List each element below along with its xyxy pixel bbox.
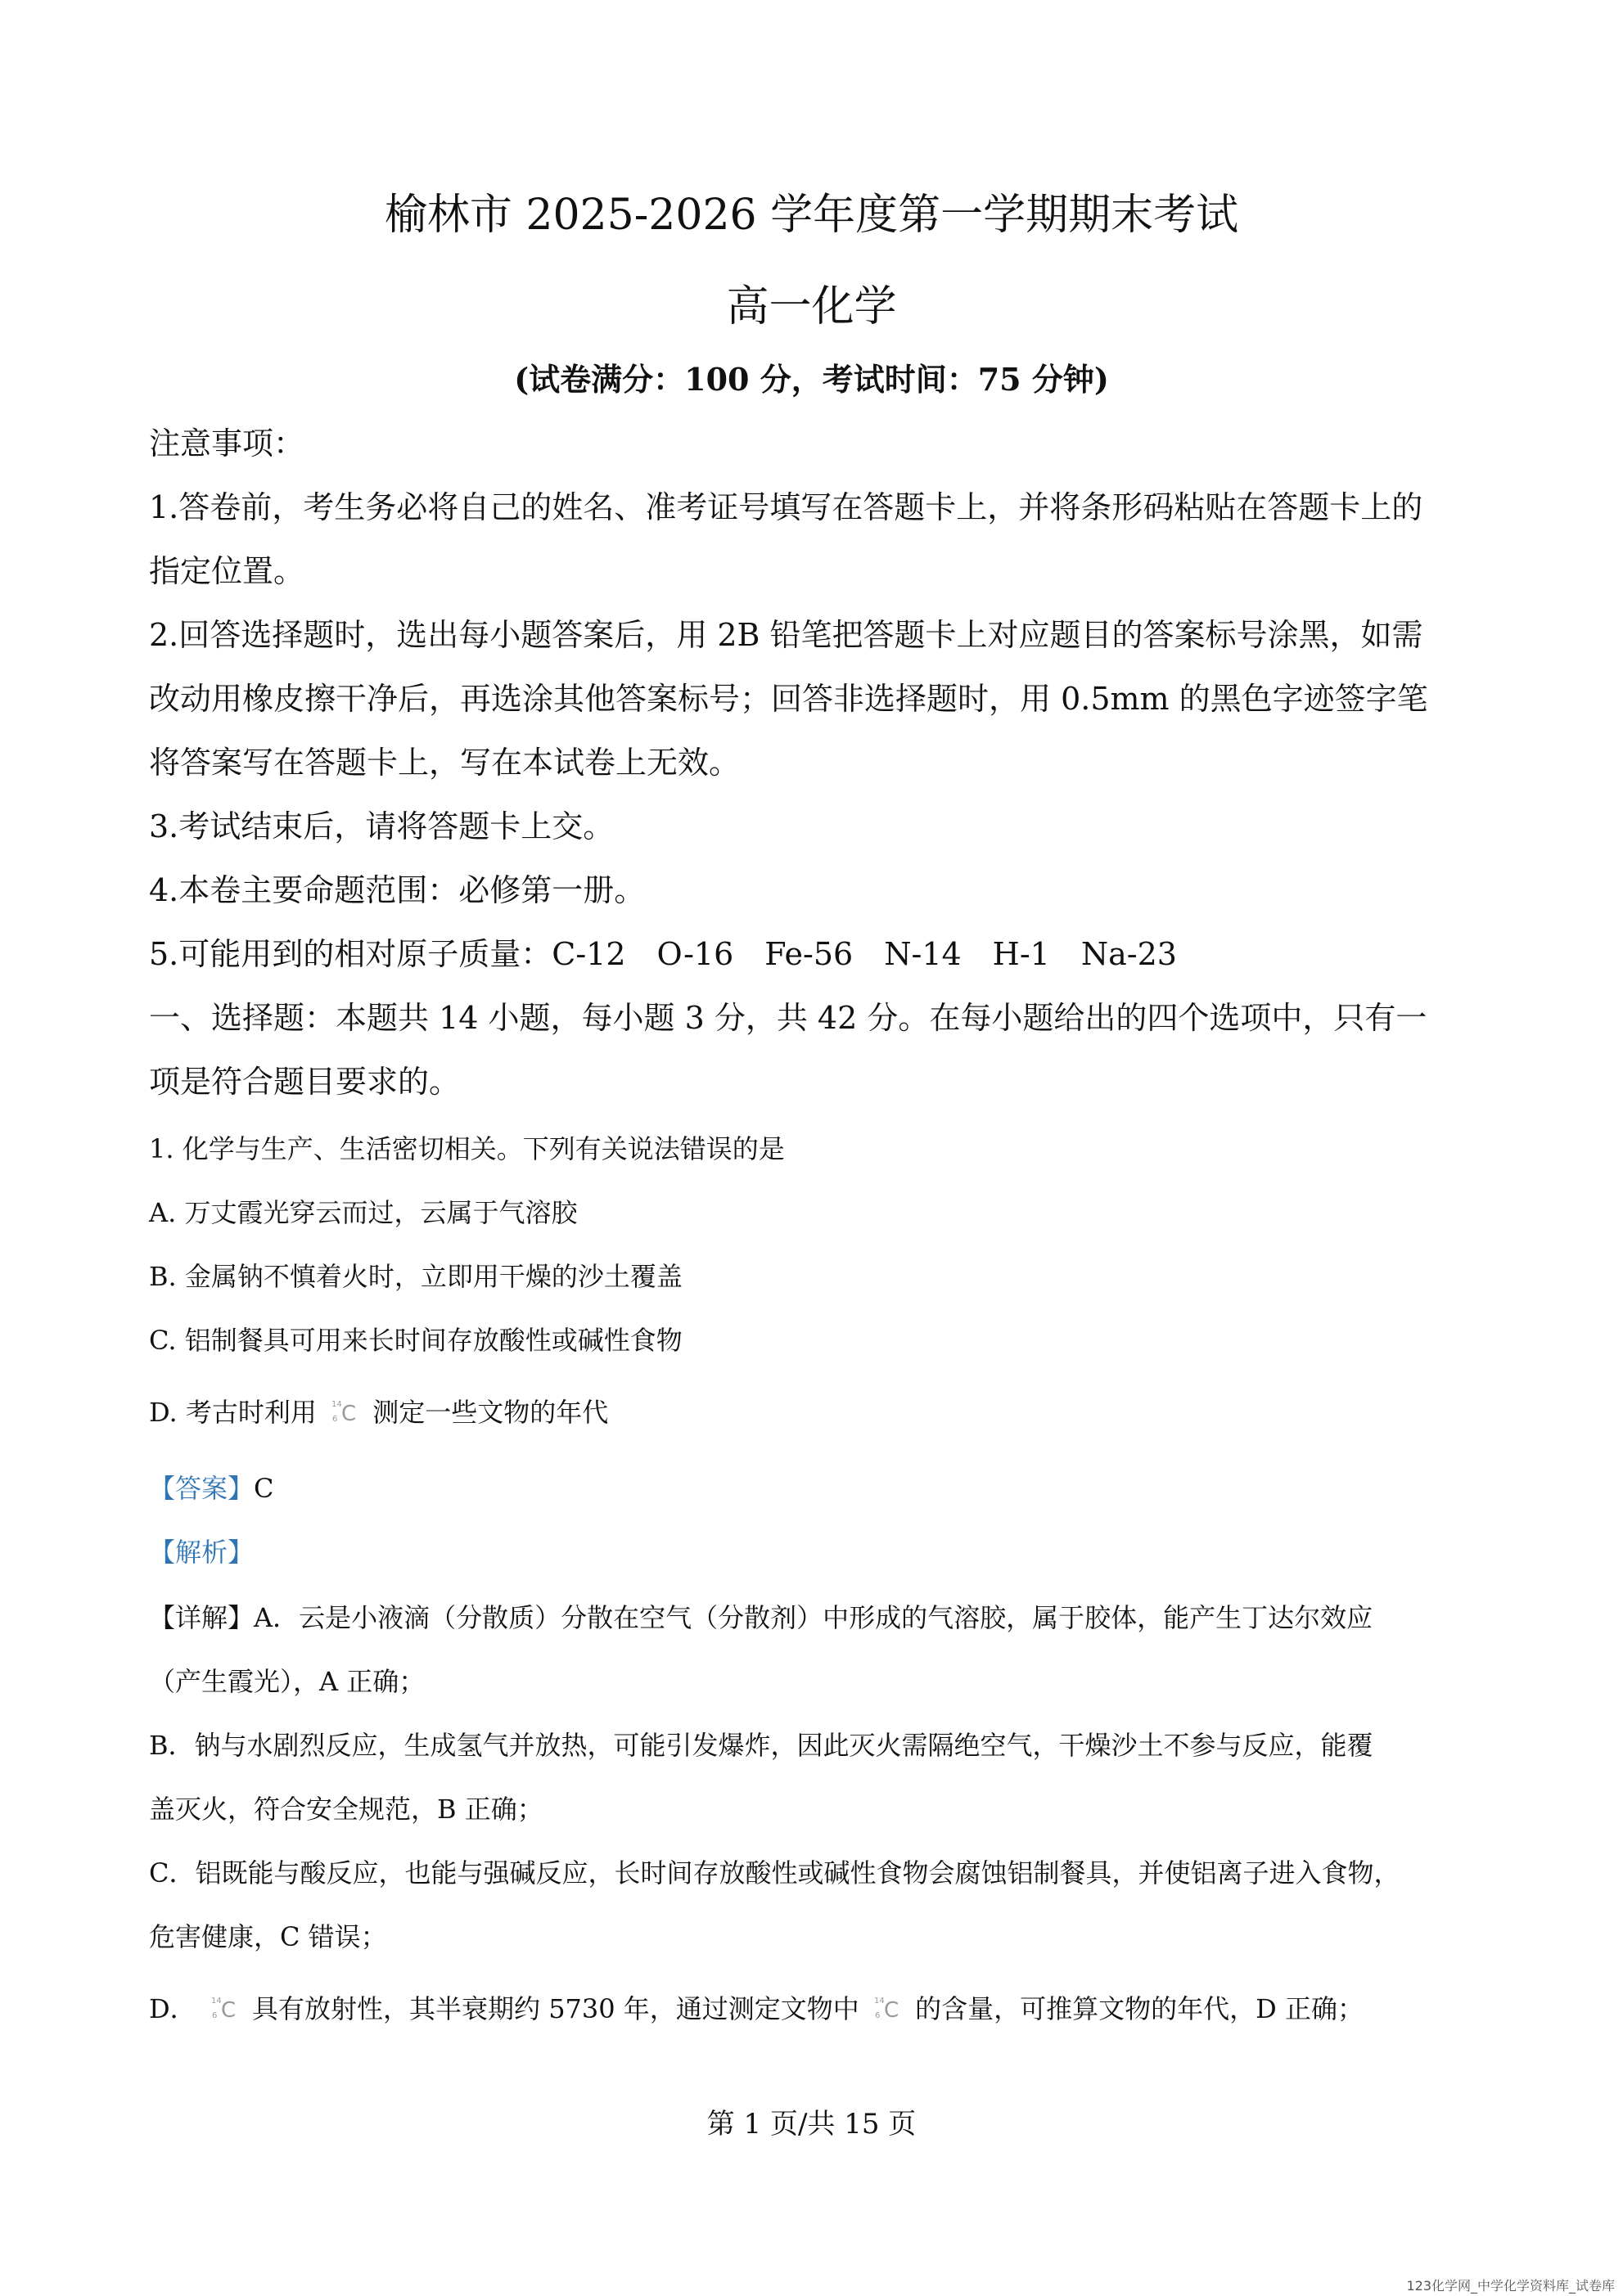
option-c: C. 铝制餐具可用来长时间存放酸性或碱性食物 [149, 1325, 683, 1356]
explanation-d [149, 1989, 1364, 2028]
exam-title: 榆林市 2025-2026 学年度第一学期期末考试 [384, 191, 1239, 240]
explanation-a-line-2: （产生霞光），A 正确； [149, 1666, 426, 1697]
answer-line [149, 1469, 274, 1508]
option-d-prefix: D. 考古时利用 [149, 1397, 317, 1428]
note-5: 5.可能用到的相对原子质量：C-12 O-16 Fe-56 N-14 H-1 Na-23 [149, 936, 1177, 972]
explanation-d-prefix: D． [149, 1993, 196, 2024]
note-3: 3.考试结束后，请将答题卡上交。 [149, 808, 615, 844]
explanation-c-line-1: C．铝既能与酸反应，也能与强碱反应，长时间存放酸性或碱性食物会腐蚀铝制餐具，并使铝离子进入食物， [149, 1857, 1400, 1889]
note-2-line-3: 将答案写在答题卡上，写在本试卷上无效。 [149, 745, 741, 781]
exam-subtitle: 高一化学 [726, 282, 897, 331]
carbon-14-symbol-icon [210, 1993, 239, 2023]
svg-text:14: 14 [210, 1997, 222, 2006]
carbon-14-symbol-icon [330, 1397, 359, 1426]
note-2-line-1: 2.回答选择题时，选出每小题答案后，用 2B 铅笔把答题卡上对应题目的答案标号涂黑，如需 [149, 617, 1423, 653]
explanation-a-line-1 [149, 1598, 1373, 1637]
option-d [149, 1393, 608, 1432]
option-d-suffix: 测定一些文物的年代 [372, 1397, 609, 1428]
answer-value: C [254, 1473, 274, 1504]
answer-tag: 【答案】 [149, 1473, 255, 1504]
note-1-line-2: 指定位置。 [149, 553, 305, 589]
svg-text:6: 6 [874, 2011, 881, 2020]
section-heading-line-1: 一、选择题：本题共 14 小题，每小题 3 分，共 42 分。在每小题给出的四个选项中，只有一 [149, 1000, 1427, 1036]
explanation-d-suffix: 的含量，可推算文物的年代，D 正确； [915, 1993, 1364, 2024]
svg-text:C: C [883, 1998, 899, 2023]
explanation-a-text: A．云是小液滴（分散质）分散在空气（分散剂）中形成的气溶胶，属于胶体，能产生丁达尔效应 [254, 1602, 1373, 1633]
section-heading-line-2: 项是符合题目要求的。 [149, 1064, 461, 1100]
page-number: 第 1 页/共 15 页 [706, 2108, 917, 2141]
note-2-line-2: 改动用橡皮擦干净后，再选涂其他答案标号；回答非选择题时，用 0.5mm 的黑色字迹签字笔 [149, 681, 1428, 717]
explanation-d-middle: 具有放射性，其半衰期约 5730 年，通过测定文物中 [252, 1993, 859, 2024]
question-1-stem: 1. 化学与生产、生活密切相关。下列有关说法错误的是 [149, 1133, 785, 1164]
watermark: 123化学网_中学化学资料库_试卷库 [1406, 2278, 1615, 2294]
detail-tag: 【详解】 [149, 1602, 255, 1633]
carbon-14-symbol-icon [872, 1993, 902, 2023]
svg-text:14: 14 [331, 1400, 342, 1409]
svg-text:6: 6 [211, 2011, 218, 2020]
note-4: 4.本卷主要命题范围：必修第一册。 [149, 872, 646, 908]
analysis-tag: 【解析】 [149, 1537, 255, 1568]
option-a: A. 万丈霞光穿云而过，云属于气溶胶 [149, 1197, 578, 1228]
svg-text:14: 14 [873, 1997, 885, 2006]
option-b: B. 金属钠不慎着火时，立即用干燥的沙土覆盖 [149, 1261, 683, 1292]
exam-info: (试卷满分：100 分，考试时间：75 分钟) [514, 361, 1109, 398]
explanation-b-line-2: 盖灭火，符合安全规范，B 正确； [149, 1794, 543, 1825]
note-1-line-1: 1.答卷前，考生务必将自己的姓名、准考证号填写在答题卡上，并将条形码粘贴在答题卡上的 [149, 489, 1423, 525]
svg-text:C: C [341, 1402, 357, 1426]
svg-text:C: C [220, 1998, 236, 2023]
notes-heading: 注意事项： [149, 425, 305, 461]
explanation-b-line-1: B．钠与水剧烈反应，生成氢气并放热，可能引发爆炸，因此灭火需隔绝空气，干燥沙土不参与反应，能覆 [149, 1730, 1373, 1761]
explanation-c-line-2: 危害健康，C 错误； [149, 1921, 387, 1952]
svg-text:6: 6 [332, 1415, 338, 1424]
